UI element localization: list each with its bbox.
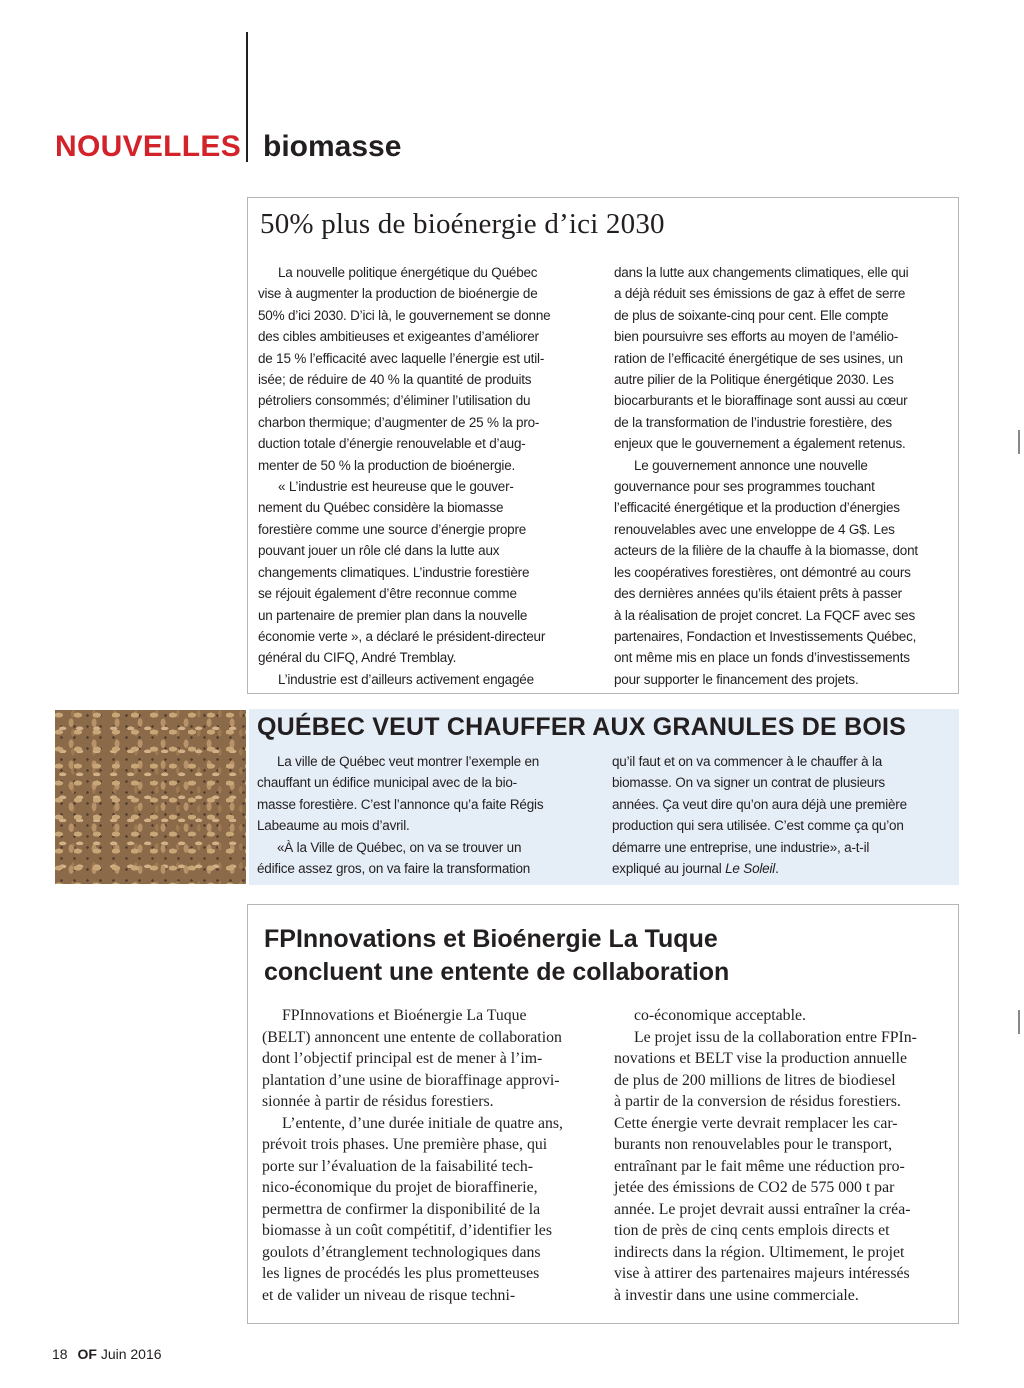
section-header xyxy=(55,130,402,170)
text-line: l’efficacité énergétique et la production d’énergies xyxy=(614,500,900,516)
text-line: vise à augmenter la production de bioénergie de xyxy=(258,286,538,302)
text-line: gouvernance pour ses programmes touchant xyxy=(614,479,875,495)
text-line: production qui sera utilisée. C’est comme ça qu’on xyxy=(612,818,904,834)
text-line: qu’il faut et on va commencer à le chauffer à la xyxy=(612,754,883,769)
text-line: à partir de la conversion de résidus forestiers. xyxy=(614,1093,901,1110)
text-line: charbon thermique; d’augmenter de 25 % la pro- xyxy=(258,414,540,430)
text-line: isée; de réduire de 40 % la quantité de produits xyxy=(258,372,532,388)
text-line: co-économique acceptable. xyxy=(634,1007,806,1024)
text-line: les lignes de procédés les plus prometteuses xyxy=(262,1265,540,1282)
text-line: Le gouvernement annonce une nouvelle xyxy=(634,457,868,473)
article-column-right xyxy=(614,262,954,690)
text-line: dans la lutte aux changements climatiques, elle qui xyxy=(614,265,909,280)
text-line: de la transformation de l’industrie forestière, des xyxy=(614,414,892,430)
text-line: année. Le projet devrait aussi entraîner la créa- xyxy=(614,1200,911,1218)
text-line: FPInnovations et Bioénergie La Tuque xyxy=(282,1007,527,1024)
text-line: sionnée à partir de résidus forestiers. xyxy=(262,1093,494,1110)
text-line: biomasse à un coût compétitif, d’identifier les xyxy=(262,1222,552,1239)
text-line: édifice assez gros, on va faire la transformation xyxy=(257,861,531,877)
text-line: des cibles ambitieuses et exigeantes d’améliorer xyxy=(258,329,539,345)
text-line: nico-économique du projet de bioraffinerie, xyxy=(262,1179,538,1196)
text-line: années. Ça veut dire qu’on aura déjà une première xyxy=(612,796,907,812)
crop-mark xyxy=(1018,1010,1020,1034)
article-bioenergie-2030 xyxy=(247,197,959,694)
text-line: bien poursuivre ses efforts au moyen de l’amélio- xyxy=(614,329,899,345)
text-line: Le projet issu de la collaboration entre FPIn- xyxy=(634,1028,917,1046)
text-line: « L’industrie est heureuse que le gouver- xyxy=(278,479,514,495)
section-label: NOUVELLES xyxy=(55,130,242,163)
page-number: 18 xyxy=(52,1346,68,1362)
text-line: les coopératives forestières, ont démontré au cours xyxy=(614,564,911,580)
text-line: et de valider un niveau de risque techni- xyxy=(262,1286,516,1304)
text-line: plantation d’une usine de bioraffinage approvi- xyxy=(262,1071,560,1089)
text-line: démarre une entreprise, une industrie», a-t-il xyxy=(612,839,870,855)
article-column-left xyxy=(258,262,588,690)
text-line: autre pilier de la Politique énergétique 2030. Les xyxy=(614,372,894,388)
text-line: forestière comme une source d’énergie propre xyxy=(258,521,527,537)
text-line: goulots d’étranglement technologiques dans xyxy=(262,1243,541,1261)
text-line: burants non renouvelables pour le transport, xyxy=(614,1136,893,1153)
article-title xyxy=(264,923,729,989)
text-line: à investir dans une usine commerciale. xyxy=(614,1286,859,1304)
title-line: concluent une entente de collaboration xyxy=(264,958,730,986)
article-fpinnovations-belt xyxy=(247,904,959,1324)
text-line: entraînant par le fait même une réduction pro- xyxy=(614,1157,905,1175)
text-line: pouvant jouer un rôle clé dans la lutte aux xyxy=(258,543,500,559)
text-line: L’industrie est d’ailleurs activement engagée xyxy=(278,671,534,687)
text-line: Cette énergie verte devrait remplacer les car- xyxy=(614,1114,898,1132)
text-line: se réjouit également d’être reconnue comme xyxy=(258,586,517,602)
article-title: 50% plus de bioénergie d’ici 2030 xyxy=(260,208,665,240)
text-line: changements climatiques. L’industrie forestière xyxy=(258,564,530,580)
article-column-right xyxy=(612,751,952,879)
text-line: nement du Québec considère la biomasse xyxy=(258,500,504,516)
text-line: L’entente, d’une durée initiale de quatre ans, xyxy=(282,1114,564,1132)
text-line: indirects dans la région. Ultimement, le projet xyxy=(614,1243,905,1261)
text-line-last xyxy=(612,858,952,879)
text-line: prévoit trois phases. Une première phase, qui xyxy=(262,1136,548,1153)
text-line: pour supporter le financement des projets. xyxy=(614,671,859,687)
section-topic: biomasse xyxy=(263,130,402,163)
text-line: de plus de soixante-cinq pour cent. Elle compte xyxy=(614,307,889,323)
text-line: masse forestière. C’est l’annonce qu’a faite Régis xyxy=(257,796,544,812)
text-line: La nouvelle politique énergétique du Québec xyxy=(278,265,538,280)
text-line: de 15 % l’efficacité avec laquelle l’énergie est util- xyxy=(258,350,545,366)
text-line: porte sur l’évaluation de la faisabilité tech- xyxy=(262,1157,534,1175)
text-line: enjeux que le gouvernement a également retenus. xyxy=(614,436,906,452)
article-column-left xyxy=(257,751,592,879)
text-line: La ville de Québec veut montrer l’exemple en xyxy=(277,754,540,769)
text-line: menter de 50 % la production de bioénergie. xyxy=(258,457,516,473)
text-line: économie verte », a déclaré le président-directeur xyxy=(258,628,546,644)
text-line: ont même mis en place un fonds d’investissements xyxy=(614,650,910,666)
text-line: pétroliers consommés; d’éliminer l’utilisation du xyxy=(258,393,531,409)
text-line: renouvelables avec une enveloppe de 4 G$. Les xyxy=(614,521,895,537)
wood-pellets-photo xyxy=(55,710,246,884)
text-line: à la réalisation de projet concret. La FQCF avec ses xyxy=(614,607,915,623)
issue-date: Juin 2016 xyxy=(100,1346,162,1362)
text-line: 50% d’ici 2030. D’ici là, le gouvernement se donne xyxy=(258,307,551,323)
text-line: de plus de 200 millions de litres de biodiesel xyxy=(614,1071,896,1089)
text-line: biocarburants et le bioraffinage sont aussi au cœur xyxy=(614,393,908,409)
text-line: tion de près de cinq cents emplois directs et xyxy=(614,1222,890,1239)
crop-mark xyxy=(1018,430,1020,454)
text-line: biomasse. On va signer un contrat de plusieurs xyxy=(612,775,885,791)
text-line: «À la Ville de Québec, on va se trouver un xyxy=(277,839,522,855)
text-line: a déjà réduit ses émissions de gaz à effet de serre xyxy=(614,286,906,302)
title-line: FPInnovations et Bioénergie La Tuque xyxy=(264,925,718,953)
text-line: duction totale d’énergie renouvelable et d’aug- xyxy=(258,436,526,452)
text-line: novations et BELT vise la production annuelle xyxy=(614,1050,908,1067)
text-line: dont l’objectif principal est de mener à l’im- xyxy=(262,1050,543,1067)
header-divider xyxy=(246,32,248,162)
article-column-right xyxy=(614,1005,949,1306)
text-line: permettra de confirmer la disponibilité de la xyxy=(262,1200,541,1218)
text-line: général du CIFQ, André Tremblay. xyxy=(258,650,457,666)
text-fragment: expliqué au journal xyxy=(612,861,726,877)
text-line: chauffant un édifice municipal avec de la bio- xyxy=(257,775,517,791)
article-granules-de-bois xyxy=(249,709,959,885)
text-line: vise à attirer des partenaires majeurs intéressés xyxy=(614,1265,910,1282)
text-line: Labeaume au mois d’avril. xyxy=(257,818,410,834)
newspaper-name: Le Soleil xyxy=(725,861,776,877)
text-line: acteurs de la filière de la chauffe à la biomasse, dont xyxy=(614,543,918,559)
page-footer xyxy=(52,1346,162,1362)
text-line: des dernières années qu’ils étaient prêts à passer xyxy=(614,586,902,602)
text-fragment: . xyxy=(775,861,779,877)
text-line: jetée des émissions de CO2 de 575 000 t par xyxy=(614,1179,895,1196)
magazine-name: OF xyxy=(77,1346,97,1362)
text-line: ration de l’efficacité énergétique de ses usines, un xyxy=(614,350,903,366)
article-column-left xyxy=(262,1005,597,1306)
article-title: QUÉBEC VEUT CHAUFFER AUX GRANULES DE BOIS xyxy=(257,713,906,741)
text-line: partenaires, Fondaction et Investissements Québec, xyxy=(614,628,917,644)
text-line: un partenaire de premier plan dans la nouvelle xyxy=(258,607,528,623)
text-line: (BELT) annoncent une entente de collaboration xyxy=(262,1028,562,1046)
